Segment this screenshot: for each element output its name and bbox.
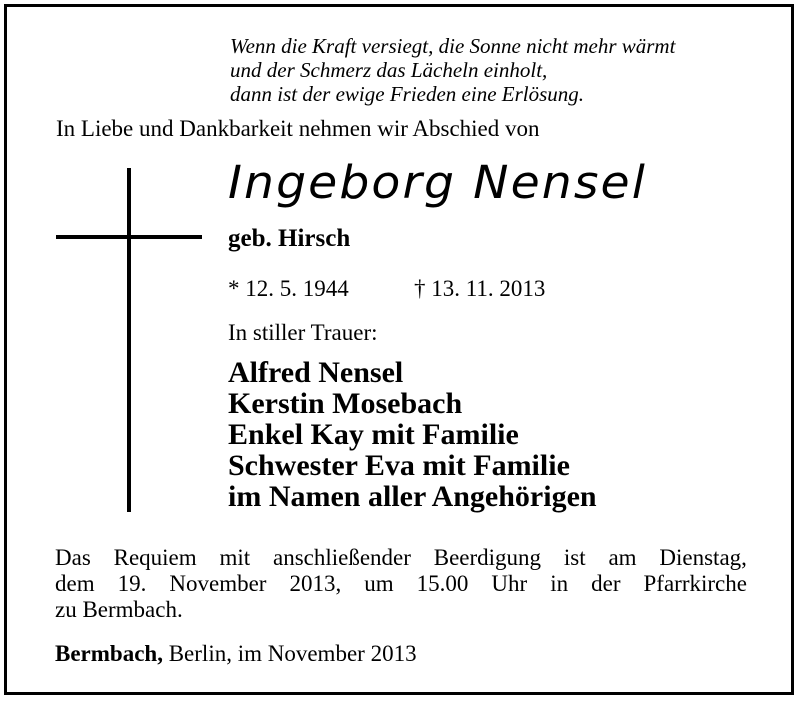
funeral-word: ist <box>563 545 586 570</box>
mourners-list <box>228 357 597 512</box>
funeral-word: am <box>608 545 637 570</box>
funeral-word: um <box>364 571 394 596</box>
maiden-name: geb. Hirsch <box>228 225 351 252</box>
farewell-intro: In Liebe und Dankbarkeit nehmen wir Abschied von <box>56 116 540 141</box>
place-rest: Berlin, im November 2013 <box>162 641 417 666</box>
funeral-line <box>55 545 747 571</box>
mourner-name: Enkel Kay mit Familie <box>228 418 519 451</box>
place-town: Bermbach, <box>55 641 163 666</box>
poem <box>230 34 675 106</box>
funeral-word: 15.00 <box>416 571 469 596</box>
mourner-name: Kerstin Mosebach <box>228 387 463 420</box>
funeral-word: November <box>169 571 267 596</box>
funeral-word: in <box>550 571 569 596</box>
funeral-word: Requiem <box>113 545 197 570</box>
funeral-line <box>55 571 747 597</box>
mourner-name: Alfred Nensel <box>228 356 404 389</box>
funeral-word: der <box>591 571 621 596</box>
funeral-word: Dienstag, <box>659 545 747 570</box>
cross-horizontal-bar <box>56 235 202 239</box>
cross-vertical-bar <box>127 168 131 512</box>
funeral-word: 2013, <box>289 571 342 596</box>
funeral-notice <box>55 545 747 623</box>
deceased-name: Ingeborg Nensel <box>228 156 647 209</box>
funeral-word: Uhr <box>491 571 528 596</box>
poem-line: Wenn die Kraft versiegt, die Sonne nicht mehr wärmt <box>230 34 676 58</box>
death-date: † 13. 11. 2013 <box>414 276 546 301</box>
birth-date: * 12. 5. 1944 <box>228 276 349 301</box>
funeral-word: Das <box>55 545 91 570</box>
mourning-label: In stiller Trauer: <box>228 320 378 345</box>
funeral-word: anschließender <box>272 545 411 570</box>
funeral-word: Beerdigung <box>433 545 542 570</box>
place-and-date <box>55 641 417 667</box>
funeral-word: mit <box>219 545 251 570</box>
mourner-name: im Namen aller Angehörigen <box>228 480 597 513</box>
funeral-word: 19. <box>117 571 147 596</box>
mourner-name: Schwester Eva mit Familie <box>228 449 570 482</box>
funeral-word: Pfarrkirche <box>643 571 747 596</box>
poem-line: und der Schmerz das Lächeln einholt, <box>230 58 548 82</box>
funeral-word: dem <box>55 571 95 596</box>
poem-line: dann ist der ewige Frieden eine Erlösung. <box>230 82 585 106</box>
funeral-line: zu Bermbach. <box>55 597 183 622</box>
